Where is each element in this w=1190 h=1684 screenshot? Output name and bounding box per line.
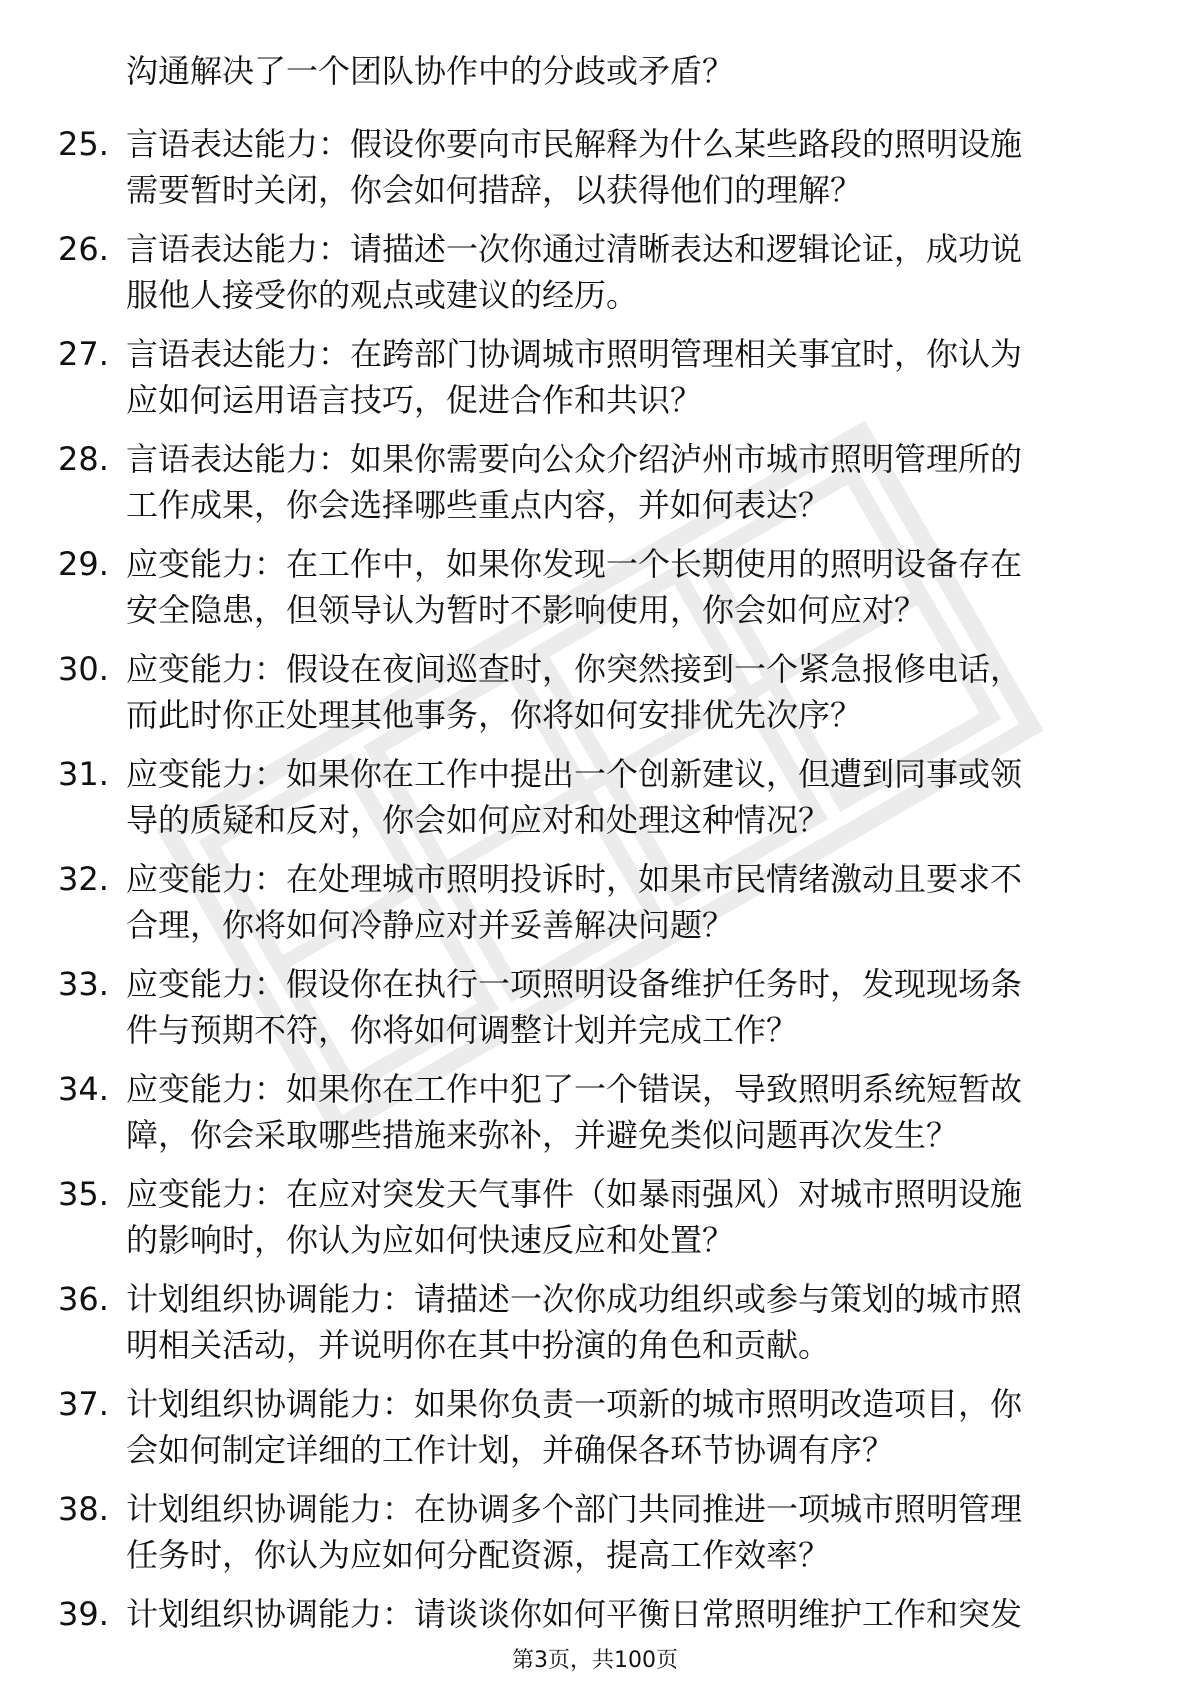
item-text-line: 而此时你正处理其他事务，你将如何安排优先次序？ <box>126 696 863 734</box>
list-item <box>58 1276 1118 1368</box>
item-number: 29. <box>58 545 109 583</box>
item-number: 39. <box>58 1595 109 1633</box>
list-item <box>58 856 1118 948</box>
item-text-line: 应变能力：假设你在执行一项照明设备维护任务时，发现现场条 <box>126 965 1023 1003</box>
item-text-line: 应变能力：在应对突发天气事件（如暴雨强风）对城市照明设施 <box>126 1175 1023 1213</box>
item-text-line: 应变能力：假设在夜间巡查时，你突然接到一个紧急报修电话， <box>126 650 1023 688</box>
item-number: 26. <box>58 230 109 268</box>
item-text-line: 会如何制定详细的工作计划，并确保各环节协调有序？ <box>126 1431 895 1469</box>
item-text-line: 应如何运用语言技巧，促进合作和共识？ <box>126 381 703 419</box>
list-item <box>58 541 1118 633</box>
item-number: 30. <box>58 650 109 688</box>
list-item <box>58 1171 1118 1263</box>
list-item <box>58 1066 1118 1158</box>
list-item <box>58 436 1118 528</box>
item-text-line: 应变能力：如果你在工作中犯了一个错误，导致照明系统短暂故 <box>126 1070 1023 1108</box>
list-item <box>58 961 1118 1053</box>
item-text-line: 障，你会采取哪些措施来弥补，并避免类似问题再次发生？ <box>126 1116 959 1154</box>
item-text-line: 计划组织协调能力：请谈谈你如何平衡日常照明维护工作和突发 <box>126 1595 1023 1633</box>
item-text-line: 应变能力：在工作中，如果你发现一个长期使用的照明设备存在 <box>126 545 1023 583</box>
item-text-line: 言语表达能力：假设你要向市民解释为什么某些路段的照明设施 <box>126 125 1023 163</box>
item-number: 25. <box>58 125 109 163</box>
item-text-line: 应变能力：如果你在工作中提出一个创新建议，但遭到同事或领 <box>126 755 1023 793</box>
item-text-line: 明相关活动，并说明你在其中扮演的角色和贡献。 <box>126 1326 831 1364</box>
item-number: 38. <box>58 1490 109 1528</box>
item-number: 28. <box>58 440 109 478</box>
item-number: 37. <box>58 1385 109 1423</box>
item-text-line: 的影响时，你认为应如何快速反应和处置？ <box>126 1221 735 1259</box>
list-item <box>58 751 1118 843</box>
item-text-line: 需要暂时关闭，你会如何措辞，以获得他们的理解？ <box>126 171 863 209</box>
list-item <box>58 226 1118 318</box>
item-number: 27. <box>58 335 109 373</box>
item-text-line: 合理，你将如何冷静应对并妥善解决问题？ <box>126 906 735 944</box>
item-number: 32. <box>58 860 109 898</box>
list-item <box>58 1486 1118 1578</box>
item-number: 33. <box>58 965 109 1003</box>
item-number: 34. <box>58 1070 109 1108</box>
list-item <box>58 331 1118 423</box>
item-text-line: 计划组织协调能力：如果你负责一项新的城市照明改造项目，你 <box>126 1385 1023 1423</box>
item-text-line: 应变能力：在处理城市照明投诉时，如果市民情绪激动且要求不 <box>126 860 1023 898</box>
item-number: 36. <box>58 1280 109 1318</box>
continuation-line: 沟通解决了一个团队协作中的分歧或矛盾？ <box>126 52 735 90</box>
item-text-line: 计划组织协调能力：在协调多个部门共同推进一项城市照明管理 <box>126 1490 1023 1528</box>
item-text-line: 言语表达能力：在跨部门协调城市照明管理相关事宜时，你认为 <box>126 335 1023 373</box>
question-list <box>58 48 1118 1650</box>
item-text-line: 言语表达能力：如果你需要向公众介绍泸州市城市照明管理所的 <box>126 440 1023 478</box>
item-text-line: 件与预期不符，你将如何调整计划并完成工作？ <box>126 1011 799 1049</box>
item-text-line: 工作成果，你会选择哪些重点内容，并如何表达？ <box>126 486 831 524</box>
item-text-line: 导的质疑和反对，你会如何应对和处理这种情况？ <box>126 801 831 839</box>
item-number: 35. <box>58 1175 109 1213</box>
item-text-line: 服他人接受你的观点或建议的经历。 <box>126 276 639 314</box>
list-item <box>58 1381 1118 1473</box>
list-item <box>58 1591 1118 1637</box>
page-number-footer: 第3页，共100页 <box>512 1648 678 1673</box>
list-item <box>58 121 1118 213</box>
item-text-line: 任务时，你认为应如何分配资源，提高工作效率？ <box>126 1536 831 1574</box>
item-number: 31. <box>58 755 109 793</box>
item-text-line: 计划组织协调能力：请描述一次你成功组织或参与策划的城市照 <box>126 1280 1023 1318</box>
item-text-line: 言语表达能力：请描述一次你通过清晰表达和逻辑论证，成功说 <box>126 230 1023 268</box>
list-item <box>58 646 1118 738</box>
item-text-line: 安全隐患，但领导认为暂时不影响使用，你会如何应对？ <box>126 591 927 629</box>
